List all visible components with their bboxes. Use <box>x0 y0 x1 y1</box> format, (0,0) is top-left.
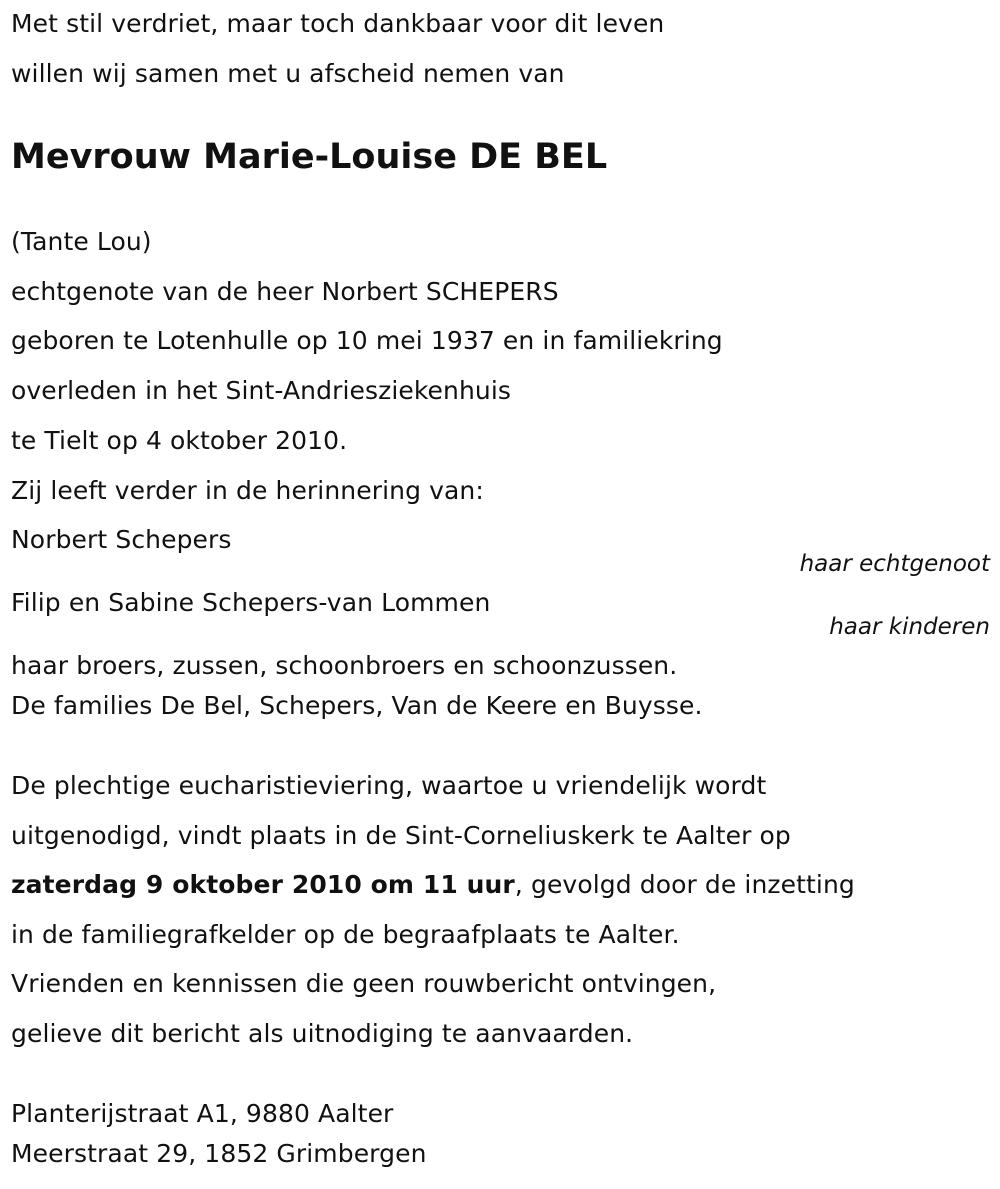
intro-line-1: Met stil verdriet, maar toch dankbaar voor dit leven <box>11 9 665 38</box>
address-line: Planterijstraat A1, 9880 Aalter <box>11 1099 394 1128</box>
intro-line-2: willen wij samen met u afscheid nemen van <box>11 59 565 88</box>
ceremony-line-6: gelieve dit bericht als uitnodiging te aanvaarden. <box>11 1019 634 1048</box>
nickname: (Tante Lou) <box>11 227 152 256</box>
siblings-line: haar broers, zussen, schoonbroers en schoonzussen. <box>11 651 678 680</box>
survivor-role: haar kinderen <box>829 614 990 640</box>
ceremony-line-1: De plechtige eucharistieviering, waartoe u vriendelijk wordt <box>11 771 767 800</box>
ceremony-line-3 <box>11 870 855 900</box>
ceremony-date: zaterdag 9 oktober 2010 om 11 uur <box>11 870 515 899</box>
survivor-role: haar echtgenoot <box>799 551 990 577</box>
ceremony-line-5: Vrienden en kennissen die geen rouwbericht ontvingen, <box>11 969 717 998</box>
death-line-1: overleden in het Sint-Andriesziekenhuis <box>11 376 512 405</box>
deceased-name: Mevrouw Marie-Louise DE BEL <box>11 137 608 177</box>
survivor-name: Filip en Sabine Schepers-van Lommen <box>11 588 491 617</box>
address-line: Meerstraat 29, 1852 Grimbergen <box>11 1139 427 1168</box>
ceremony-line-4: in de familiegrafkelder op de begraafplaats te Aalter. <box>11 920 680 949</box>
survivors-intro: Zij leeft verder in de herinnering van: <box>11 476 484 505</box>
ceremony-line-2: uitgenodigd, vindt plaats in de Sint-Corneliuskerk te Aalter op <box>11 821 791 850</box>
birth-line: geboren te Lotenhulle op 10 mei 1937 en in familiekring <box>11 326 723 355</box>
families-line: De families De Bel, Schepers, Van de Keere en Buysse. <box>11 691 703 720</box>
ceremony-line-3-rest: , gevolgd door de inzetting <box>514 870 855 899</box>
survivor-name: Norbert Schepers <box>11 525 232 554</box>
death-line-2: te Tielt op 4 oktober 2010. <box>11 426 348 455</box>
spouse-line: echtgenote van de heer Norbert SCHEPERS <box>11 277 559 306</box>
